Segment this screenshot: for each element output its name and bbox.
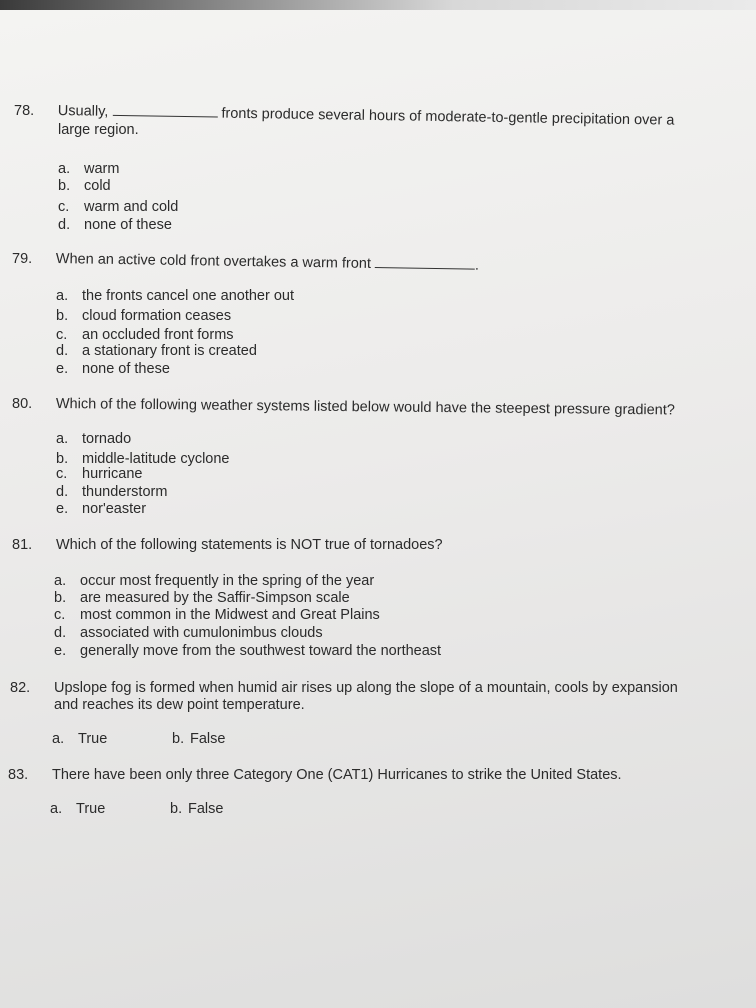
option-b[interactable]: b. are measured by the Saffir-Simpson scale	[54, 590, 350, 606]
option-c[interactable]: c. most common in the Midwest and Great Plains	[54, 607, 380, 623]
option-c[interactable]: c. warm and cold	[58, 199, 179, 215]
option-e[interactable]: e. nor'easter	[56, 501, 147, 517]
question-number: 82.	[10, 680, 31, 696]
question-stem: There have been only three Category One (CAT1) Hurricanes to strike the United States.	[52, 767, 622, 783]
question-stem: When an active cold front overtakes a warm front	[55, 251, 372, 272]
option-c[interactable]: c. an occluded front forms	[56, 327, 234, 343]
option-a[interactable]: a. occur most frequently in the spring of the year	[54, 573, 375, 589]
option-a[interactable]: a. True	[50, 801, 106, 817]
question-stem-line1: Upslope fog is formed when humid air rises up along the slope of a mountain, cools by expansion	[54, 680, 678, 696]
option-d[interactable]: d. none of these	[58, 217, 172, 233]
question-stem-end: fronts produce several hours of moderate-to-gentle precipitation over a	[221, 105, 675, 129]
option-b[interactable]: b. cold	[58, 178, 111, 194]
question-stem-start: Usually,	[57, 103, 109, 120]
option-d[interactable]: d. associated with cumulonimbus clouds	[54, 625, 323, 641]
question-stem-line2: large region.	[58, 122, 139, 138]
question-number: 79.	[12, 251, 33, 267]
option-e[interactable]: e. none of these	[56, 361, 170, 377]
option-b[interactable]: b. False	[172, 731, 226, 747]
question-stem: Which of the following weather systems listed below would have the steepest pressure gradient?	[55, 396, 675, 419]
option-d[interactable]: d. a stationary front is created	[56, 343, 257, 359]
option-a[interactable]: a. tornado	[56, 431, 132, 447]
option-a[interactable]: a. True	[52, 731, 108, 747]
option-e[interactable]: e. generally move from the southwest toward the northeast	[54, 643, 442, 659]
answer-blank[interactable]	[112, 115, 217, 118]
question-stem-line2: and reaches its dew point temperature.	[54, 697, 305, 713]
option-d[interactable]: d. thunderstorm	[56, 484, 168, 500]
option-c[interactable]: c. hurricane	[56, 466, 143, 482]
question-number: 78.	[14, 103, 35, 119]
question-number: 81.	[12, 537, 33, 553]
option-a[interactable]: a. the fronts cancel one another out	[56, 288, 295, 304]
question-number: 83.	[8, 767, 29, 783]
question-number: 80.	[12, 396, 33, 412]
option-b[interactable]: b. middle-latitude cyclone	[56, 451, 230, 467]
option-b[interactable]: b. False	[170, 801, 224, 817]
question-stem: Which of the following statements is NOT true of tornadoes?	[56, 537, 443, 553]
option-a[interactable]: a. warm	[58, 161, 120, 177]
quiz-page: 78. Usually, fronts produce several hours of moderate-to-gentle precipitation over a large region. a. warm b. cold c. warm and cold d. none of these 79. When an active cold front overtakes a warm front . a. the fronts cancel one another out b. cloud formation ceases c. an occluded front forms d. a stationary front is created e. none of these 80. Which of the following weather systems listed below would have the steepest pressure gradient? a. tornado b. middle-latitude cyclone c. hurricane d. thunderstorm e. nor'easter 81. Which of the following statements is NOT true of tornadoes? a. occur most frequently in the spring of the year b. are measured by the Saffir-Simpson scale c. most common in the Midwest and Great Plains d. associated with cumulonimbus clouds e. generally move from the southwest toward the northeast 82. Upslope fog is formed when humid air rises up along the slope of a mountain, cools by expansion and reaches its dew point temperature. a. True b. False 83. There have been only three Category One (CAT1) Hurricanes to strike the United States. a. True b. False	[8, 103, 678, 817]
answer-blank[interactable]	[375, 267, 475, 270]
option-b[interactable]: b. cloud formation ceases	[56, 308, 232, 324]
